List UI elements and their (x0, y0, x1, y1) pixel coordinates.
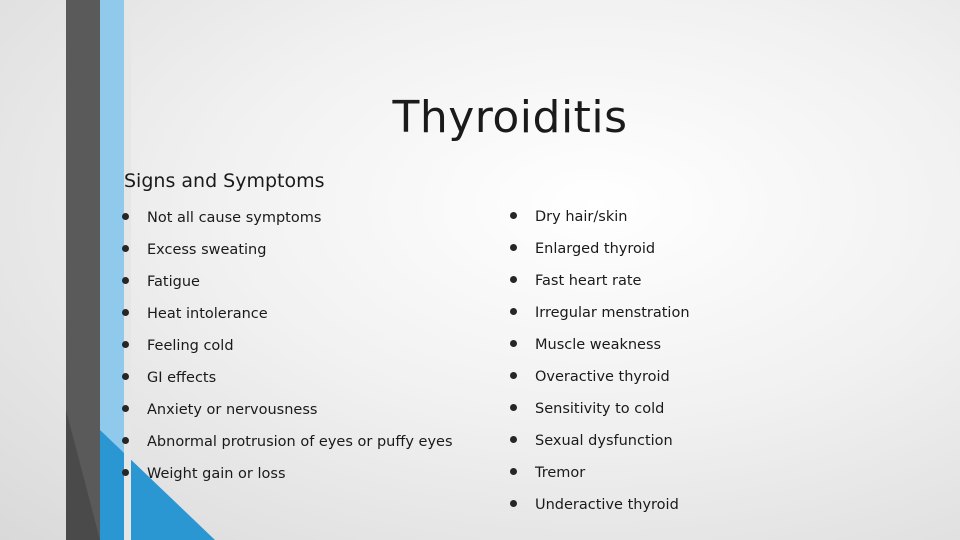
bullet-icon (122, 245, 129, 252)
list-item (510, 233, 690, 265)
list-item (122, 298, 453, 330)
list-item-text: Sexual dysfunction (535, 433, 673, 449)
list-item (122, 394, 453, 426)
bullet-icon (122, 277, 129, 284)
bullet-icon (510, 212, 517, 219)
list-item-text: Anxiety or nervousness (147, 402, 318, 418)
list-item (510, 457, 690, 489)
left-symptom-list (122, 202, 453, 490)
bullet-icon (510, 468, 517, 475)
list-item (510, 361, 690, 393)
slide-title: Thyroiditis (392, 92, 628, 143)
list-item (122, 330, 453, 362)
section-subtitle: Signs and Symptoms (124, 170, 325, 192)
bullet-icon (510, 244, 517, 251)
list-item-text: Irregular menstration (535, 305, 690, 321)
list-item-text: Tremor (535, 465, 586, 481)
bullet-icon (510, 276, 517, 283)
list-item-text: Enlarged thyroid (535, 241, 656, 257)
list-item-text: Overactive thyroid (535, 369, 670, 385)
list-item-text: GI effects (147, 370, 217, 386)
bullet-icon (122, 213, 129, 220)
bullet-icon (510, 404, 517, 411)
bullet-icon (510, 308, 517, 315)
list-item (122, 426, 453, 458)
list-item-text: Excess sweating (147, 242, 267, 258)
list-item (510, 393, 690, 425)
list-item-text: Weight gain or loss (147, 466, 286, 482)
bullet-icon (510, 340, 517, 347)
list-item-text: Heat intolerance (147, 306, 268, 322)
bullet-icon (510, 372, 517, 379)
list-item (122, 202, 453, 234)
list-item-text: Sensitivity to cold (535, 401, 665, 417)
list-item (510, 425, 690, 457)
list-item (510, 201, 690, 233)
list-item-text: Underactive thyroid (535, 497, 679, 513)
bullet-icon (122, 341, 129, 348)
list-item-text: Abnormal protrusion of eyes or puffy eyes (147, 434, 453, 450)
list-item (122, 362, 453, 394)
bullet-icon (122, 309, 129, 316)
list-item-text: Fast heart rate (535, 273, 642, 289)
list-item-text: Muscle weakness (535, 337, 662, 353)
list-item (510, 297, 690, 329)
list-item (122, 266, 453, 298)
bullet-icon (122, 469, 129, 476)
list-item (510, 489, 690, 521)
list-item (510, 265, 690, 297)
list-item (122, 458, 453, 490)
bullet-icon (122, 373, 129, 380)
list-item-text: Fatigue (147, 274, 200, 290)
list-item-text: Not all cause symptoms (147, 210, 322, 226)
right-symptom-list (510, 201, 690, 521)
bullet-icon (510, 436, 517, 443)
list-item (510, 329, 690, 361)
bullet-icon (122, 405, 129, 412)
list-item (122, 234, 453, 266)
bullet-icon (510, 500, 517, 507)
list-item-text: Dry hair/skin (535, 209, 628, 225)
bullet-icon (122, 437, 129, 444)
list-item-text: Feeling cold (147, 338, 234, 354)
